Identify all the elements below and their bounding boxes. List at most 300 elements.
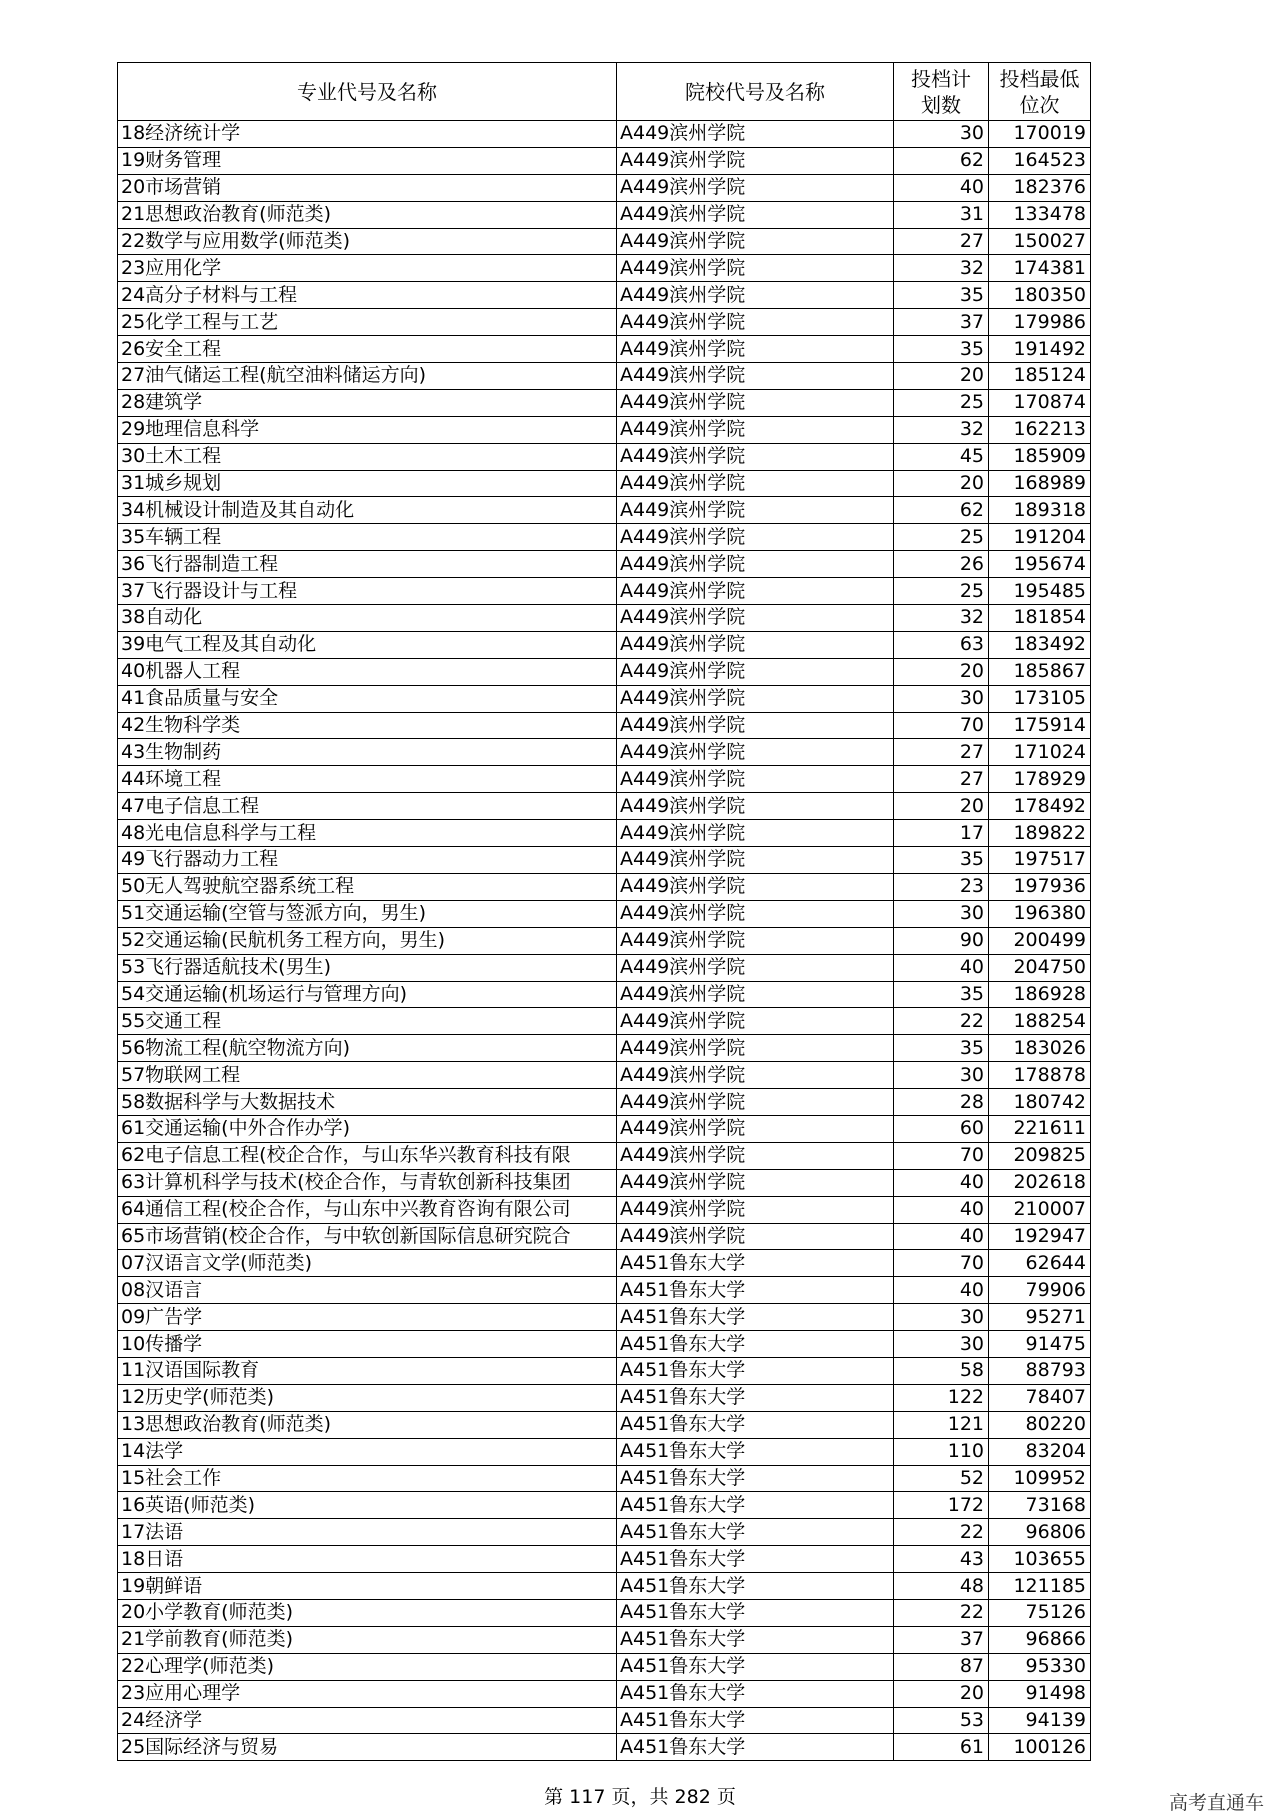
table-row [118, 336, 1091, 363]
cell-plan-count: 35 [894, 336, 989, 363]
cell-min-rank: 94139 [989, 1707, 1091, 1734]
table-row [118, 470, 1091, 497]
cell-min-rank: 78407 [989, 1384, 1091, 1411]
table-row [118, 309, 1091, 336]
table-header-row [118, 63, 1091, 121]
table-row [118, 497, 1091, 524]
cell-major: 35车辆工程 [118, 524, 617, 551]
cell-plan-count: 35 [894, 847, 989, 874]
cell-min-rank: 178929 [989, 766, 1091, 793]
cell-major: 54交通运输(机场运行与管理方向) [118, 981, 617, 1008]
cell-min-rank: 195485 [989, 578, 1091, 605]
cell-min-rank: 83204 [989, 1438, 1091, 1465]
cell-plan-count: 40 [894, 1196, 989, 1223]
cell-plan-count: 31 [894, 201, 989, 228]
cell-min-rank: 162213 [989, 416, 1091, 443]
cell-plan-count: 30 [894, 900, 989, 927]
table-row [118, 847, 1091, 874]
table-row [118, 147, 1091, 174]
cell-major: 12历史学(师范类) [118, 1384, 617, 1411]
cell-plan-count: 62 [894, 147, 989, 174]
cell-major: 13思想政治教育(师范类) [118, 1411, 617, 1438]
cell-major: 34机械设计制造及其自动化 [118, 497, 617, 524]
table-row [118, 712, 1091, 739]
cell-plan-count: 20 [894, 658, 989, 685]
cell-plan-count: 32 [894, 416, 989, 443]
admission-table [117, 62, 1091, 1761]
cell-plan-count: 53 [894, 1707, 989, 1734]
cell-school: A449滨州学院 [617, 1196, 894, 1223]
table-row [118, 1384, 1091, 1411]
cell-major: 43生物制药 [118, 739, 617, 766]
cell-school: A449滨州学院 [617, 309, 894, 336]
table-row [118, 1519, 1091, 1546]
cell-major: 37飞行器设计与工程 [118, 578, 617, 605]
cell-school: A449滨州学院 [617, 201, 894, 228]
cell-min-rank: 178878 [989, 1062, 1091, 1089]
table-row [118, 1573, 1091, 1600]
cell-plan-count: 40 [894, 1277, 989, 1304]
cell-school: A449滨州学院 [617, 255, 894, 282]
table-row [118, 551, 1091, 578]
table-row [118, 1142, 1091, 1169]
cell-school: A451鲁东大学 [617, 1734, 894, 1761]
table-row [118, 228, 1091, 255]
table-row [118, 416, 1091, 443]
cell-major: 55交通工程 [118, 1008, 617, 1035]
table-row [118, 1599, 1091, 1626]
cell-plan-count: 25 [894, 389, 989, 416]
table-row [118, 1411, 1091, 1438]
cell-plan-count: 60 [894, 1115, 989, 1142]
table-row [118, 1492, 1091, 1519]
cell-min-rank: 185124 [989, 363, 1091, 390]
cell-plan-count: 62 [894, 497, 989, 524]
cell-plan-count: 26 [894, 551, 989, 578]
cell-school: A449滨州学院 [617, 820, 894, 847]
cell-school: A451鲁东大学 [617, 1384, 894, 1411]
table-row [118, 1089, 1091, 1116]
cell-school: A451鲁东大学 [617, 1411, 894, 1438]
cell-major: 51交通运输(空管与签派方向，男生) [118, 900, 617, 927]
cell-min-rank: 91475 [989, 1331, 1091, 1358]
cell-major: 22心理学(师范类) [118, 1653, 617, 1680]
cell-major: 20小学教育(师范类) [118, 1599, 617, 1626]
cell-major: 15社会工作 [118, 1465, 617, 1492]
table-row [118, 1223, 1091, 1250]
cell-major: 29地理信息科学 [118, 416, 617, 443]
cell-plan-count: 23 [894, 873, 989, 900]
cell-min-rank: 196380 [989, 900, 1091, 927]
cell-school: A449滨州学院 [617, 900, 894, 927]
cell-school: A451鲁东大学 [617, 1519, 894, 1546]
cell-plan-count: 40 [894, 1169, 989, 1196]
table-row [118, 1331, 1091, 1358]
cell-major: 40机器人工程 [118, 658, 617, 685]
cell-major: 63计算机科学与技术(校企合作，与青软创新科技集团 [118, 1169, 617, 1196]
cell-plan-count: 30 [894, 1062, 989, 1089]
cell-plan-count: 25 [894, 578, 989, 605]
cell-school: A449滨州学院 [617, 1169, 894, 1196]
cell-school: A451鲁东大学 [617, 1599, 894, 1626]
header-rank-line1: 投档最低 [999, 66, 1080, 91]
header-rank-line2: 位次 [1019, 92, 1060, 117]
cell-min-rank: 96806 [989, 1519, 1091, 1546]
cell-min-rank: 109952 [989, 1465, 1091, 1492]
table-row [118, 282, 1091, 309]
cell-plan-count: 20 [894, 470, 989, 497]
cell-major: 24高分子材料与工程 [118, 282, 617, 309]
cell-school: A451鲁东大学 [617, 1250, 894, 1277]
cell-school: A451鲁东大学 [617, 1357, 894, 1384]
cell-min-rank: 197936 [989, 873, 1091, 900]
cell-school: A449滨州学院 [617, 847, 894, 874]
cell-plan-count: 30 [894, 1304, 989, 1331]
cell-major: 42生物科学类 [118, 712, 617, 739]
cell-major: 21学前教育(师范类) [118, 1626, 617, 1653]
cell-school: A451鲁东大学 [617, 1331, 894, 1358]
cell-major: 20市场营销 [118, 174, 617, 201]
header-plan-line2: 划数 [921, 92, 961, 117]
header-school: 院校代号及名称 [617, 63, 894, 121]
table-row [118, 363, 1091, 390]
cell-min-rank: 200499 [989, 927, 1091, 954]
cell-plan-count: 37 [894, 309, 989, 336]
table-row [118, 631, 1091, 658]
cell-school: A449滨州学院 [617, 470, 894, 497]
cell-min-rank: 150027 [989, 228, 1091, 255]
cell-plan-count: 30 [894, 1331, 989, 1358]
cell-major: 44环境工程 [118, 766, 617, 793]
cell-plan-count: 61 [894, 1734, 989, 1761]
cell-min-rank: 88793 [989, 1357, 1091, 1384]
cell-major: 18日语 [118, 1546, 617, 1573]
cell-major: 53飞行器适航技术(男生) [118, 954, 617, 981]
cell-plan-count: 122 [894, 1384, 989, 1411]
cell-plan-count: 28 [894, 1089, 989, 1116]
cell-min-rank: 221611 [989, 1115, 1091, 1142]
cell-min-rank: 204750 [989, 954, 1091, 981]
cell-min-rank: 100126 [989, 1734, 1091, 1761]
cell-school: A449滨州学院 [617, 524, 894, 551]
cell-major: 21思想政治教育(师范类) [118, 201, 617, 228]
cell-major: 38自动化 [118, 605, 617, 632]
table-row [118, 578, 1091, 605]
cell-min-rank: 183026 [989, 1035, 1091, 1062]
cell-plan-count: 35 [894, 282, 989, 309]
cell-plan-count: 58 [894, 1357, 989, 1384]
cell-min-rank: 189318 [989, 497, 1091, 524]
header-plan-count [894, 63, 989, 121]
header-min-rank [989, 63, 1091, 121]
cell-school: A451鲁东大学 [617, 1304, 894, 1331]
cell-min-rank: 179986 [989, 309, 1091, 336]
cell-school: A449滨州学院 [617, 416, 894, 443]
cell-plan-count: 20 [894, 363, 989, 390]
table-row [118, 174, 1091, 201]
cell-school: A449滨州学院 [617, 605, 894, 632]
cell-school: A451鲁东大学 [617, 1680, 894, 1707]
table-row [118, 873, 1091, 900]
cell-major: 49飞行器动力工程 [118, 847, 617, 874]
cell-min-rank: 195674 [989, 551, 1091, 578]
cell-major: 24经济学 [118, 1707, 617, 1734]
cell-school: A451鲁东大学 [617, 1653, 894, 1680]
cell-min-rank: 182376 [989, 174, 1091, 201]
table-row [118, 1277, 1091, 1304]
cell-school: A449滨州学院 [617, 497, 894, 524]
page-number: 第 117 页，共 282 页 [544, 1786, 736, 1808]
cell-school: A449滨州学院 [617, 1008, 894, 1035]
cell-min-rank: 103655 [989, 1546, 1091, 1573]
cell-plan-count: 27 [894, 739, 989, 766]
cell-school: A449滨州学院 [617, 658, 894, 685]
cell-major: 25国际经济与贸易 [118, 1734, 617, 1761]
cell-plan-count: 43 [894, 1546, 989, 1573]
cell-plan-count: 20 [894, 793, 989, 820]
table-row [118, 1707, 1091, 1734]
cell-major: 65市场营销(校企合作，与中软创新国际信息研究院合 [118, 1223, 617, 1250]
table-row [118, 1035, 1091, 1062]
cell-plan-count: 172 [894, 1492, 989, 1519]
cell-school: A449滨州学院 [617, 981, 894, 1008]
cell-major: 08汉语言 [118, 1277, 617, 1304]
cell-major: 56物流工程(航空物流方向) [118, 1035, 617, 1062]
cell-major: 23应用化学 [118, 255, 617, 282]
cell-major: 11汉语国际教育 [118, 1357, 617, 1384]
cell-school: A449滨州学院 [617, 793, 894, 820]
cell-plan-count: 20 [894, 1680, 989, 1707]
table-row [118, 255, 1091, 282]
cell-school: A449滨州学院 [617, 1142, 894, 1169]
cell-school: A449滨州学院 [617, 1035, 894, 1062]
cell-school: A449滨州学院 [617, 1115, 894, 1142]
cell-plan-count: 52 [894, 1465, 989, 1492]
cell-major: 23应用心理学 [118, 1680, 617, 1707]
table-row [118, 1357, 1091, 1384]
cell-school: A449滨州学院 [617, 739, 894, 766]
cell-min-rank: 180350 [989, 282, 1091, 309]
cell-min-rank: 188254 [989, 1008, 1091, 1035]
table-row [118, 820, 1091, 847]
table-row [118, 121, 1091, 148]
cell-min-rank: 185909 [989, 443, 1091, 470]
cell-major: 26安全工程 [118, 336, 617, 363]
cell-plan-count: 17 [894, 820, 989, 847]
cell-plan-count: 45 [894, 443, 989, 470]
table-row [118, 1653, 1091, 1680]
cell-min-rank: 95330 [989, 1653, 1091, 1680]
cell-major: 39电气工程及其自动化 [118, 631, 617, 658]
cell-school: A449滨州学院 [617, 389, 894, 416]
cell-major: 19财务管理 [118, 147, 617, 174]
cell-min-rank: 197517 [989, 847, 1091, 874]
cell-major: 22数学与应用数学(师范类) [118, 228, 617, 255]
cell-major: 09广告学 [118, 1304, 617, 1331]
table-row [118, 1115, 1091, 1142]
cell-plan-count: 87 [894, 1653, 989, 1680]
cell-school: A449滨州学院 [617, 685, 894, 712]
table-row [118, 1169, 1091, 1196]
cell-min-rank: 191492 [989, 336, 1091, 363]
cell-min-rank: 210007 [989, 1196, 1091, 1223]
cell-school: A451鲁东大学 [617, 1707, 894, 1734]
cell-school: A449滨州学院 [617, 1223, 894, 1250]
cell-school: A449滨州学院 [617, 873, 894, 900]
cell-school: A449滨州学院 [617, 174, 894, 201]
cell-school: A449滨州学院 [617, 631, 894, 658]
cell-min-rank: 209825 [989, 1142, 1091, 1169]
cell-plan-count: 90 [894, 927, 989, 954]
cell-min-rank: 189822 [989, 820, 1091, 847]
table-row [118, 443, 1091, 470]
watermark-text: 高考直通车 [1168, 1792, 1264, 1814]
cell-plan-count: 37 [894, 1626, 989, 1653]
cell-major: 52交通运输(民航机务工程方向，男生) [118, 927, 617, 954]
cell-min-rank: 79906 [989, 1277, 1091, 1304]
cell-major: 17法语 [118, 1519, 617, 1546]
cell-plan-count: 35 [894, 981, 989, 1008]
cell-major: 31城乡规划 [118, 470, 617, 497]
cell-school: A451鲁东大学 [617, 1277, 894, 1304]
cell-school: A449滨州学院 [617, 766, 894, 793]
cell-major: 36飞行器制造工程 [118, 551, 617, 578]
cell-min-rank: 185867 [989, 658, 1091, 685]
cell-plan-count: 110 [894, 1438, 989, 1465]
cell-school: A449滨州学院 [617, 712, 894, 739]
cell-plan-count: 27 [894, 228, 989, 255]
cell-major: 18经济统计学 [118, 121, 617, 148]
table-row [118, 1680, 1091, 1707]
table-row [118, 1008, 1091, 1035]
cell-major: 50无人驾驶航空器系统工程 [118, 873, 617, 900]
cell-school: A449滨州学院 [617, 578, 894, 605]
cell-plan-count: 48 [894, 1573, 989, 1600]
table-row [118, 658, 1091, 685]
cell-min-rank: 75126 [989, 1599, 1091, 1626]
cell-plan-count: 22 [894, 1519, 989, 1546]
cell-major: 62电子信息工程(校企合作，与山东华兴教育科技有限 [118, 1142, 617, 1169]
cell-plan-count: 70 [894, 712, 989, 739]
table-row [118, 1465, 1091, 1492]
table-row [118, 1626, 1091, 1653]
cell-major: 27油气储运工程(航空油料储运方向) [118, 363, 617, 390]
header-major: 专业代号及名称 [118, 63, 617, 121]
cell-school: A449滨州学院 [617, 1089, 894, 1116]
cell-min-rank: 191204 [989, 524, 1091, 551]
cell-min-rank: 121185 [989, 1573, 1091, 1600]
cell-major: 16英语(师范类) [118, 1492, 617, 1519]
cell-plan-count: 70 [894, 1250, 989, 1277]
table-row [118, 201, 1091, 228]
table-row [118, 927, 1091, 954]
cell-min-rank: 173105 [989, 685, 1091, 712]
cell-school: A451鲁东大学 [617, 1546, 894, 1573]
cell-plan-count: 40 [894, 1223, 989, 1250]
table-row [118, 524, 1091, 551]
cell-school: A451鲁东大学 [617, 1438, 894, 1465]
cell-min-rank: 96866 [989, 1626, 1091, 1653]
cell-min-rank: 174381 [989, 255, 1091, 282]
cell-min-rank: 183492 [989, 631, 1091, 658]
cell-major: 25化学工程与工艺 [118, 309, 617, 336]
cell-min-rank: 62644 [989, 1250, 1091, 1277]
table-row [118, 685, 1091, 712]
cell-plan-count: 70 [894, 1142, 989, 1169]
cell-min-rank: 168989 [989, 470, 1091, 497]
cell-school: A449滨州学院 [617, 147, 894, 174]
table-row [118, 954, 1091, 981]
cell-plan-count: 30 [894, 121, 989, 148]
cell-min-rank: 91498 [989, 1680, 1091, 1707]
cell-plan-count: 27 [894, 766, 989, 793]
cell-plan-count: 40 [894, 954, 989, 981]
table-row [118, 1546, 1091, 1573]
cell-school: A451鲁东大学 [617, 1492, 894, 1519]
cell-school: A449滨州学院 [617, 282, 894, 309]
cell-school: A451鲁东大学 [617, 1626, 894, 1653]
cell-major: 48光电信息科学与工程 [118, 820, 617, 847]
cell-major: 10传播学 [118, 1331, 617, 1358]
cell-plan-count: 32 [894, 605, 989, 632]
cell-school: A451鲁东大学 [617, 1573, 894, 1600]
cell-major: 64通信工程(校企合作，与山东中兴教育咨询有限公司 [118, 1196, 617, 1223]
cell-min-rank: 95271 [989, 1304, 1091, 1331]
cell-min-rank: 181854 [989, 605, 1091, 632]
table-row [118, 1304, 1091, 1331]
cell-major: 47电子信息工程 [118, 793, 617, 820]
cell-major: 57物联网工程 [118, 1062, 617, 1089]
cell-min-rank: 80220 [989, 1411, 1091, 1438]
cell-plan-count: 121 [894, 1411, 989, 1438]
cell-major: 07汉语言文学(师范类) [118, 1250, 617, 1277]
cell-school: A449滨州学院 [617, 443, 894, 470]
cell-min-rank: 180742 [989, 1089, 1091, 1116]
cell-plan-count: 25 [894, 524, 989, 551]
cell-min-rank: 202618 [989, 1169, 1091, 1196]
cell-min-rank: 178492 [989, 793, 1091, 820]
table-row [118, 1196, 1091, 1223]
cell-major: 58数据科学与大数据技术 [118, 1089, 617, 1116]
table-body [118, 121, 1091, 1761]
cell-plan-count: 35 [894, 1035, 989, 1062]
cell-major: 30土木工程 [118, 443, 617, 470]
cell-major: 41食品质量与安全 [118, 685, 617, 712]
table-row [118, 1062, 1091, 1089]
cell-min-rank: 175914 [989, 712, 1091, 739]
cell-min-rank: 170019 [989, 121, 1091, 148]
cell-min-rank: 164523 [989, 147, 1091, 174]
cell-min-rank: 171024 [989, 739, 1091, 766]
cell-plan-count: 22 [894, 1599, 989, 1626]
table-row [118, 1438, 1091, 1465]
cell-school: A449滨州学院 [617, 363, 894, 390]
header-plan-line1: 投档计 [911, 66, 971, 91]
cell-school: A449滨州学院 [617, 336, 894, 363]
cell-plan-count: 40 [894, 174, 989, 201]
cell-major: 14法学 [118, 1438, 617, 1465]
cell-min-rank: 192947 [989, 1223, 1091, 1250]
cell-school: A449滨州学院 [617, 228, 894, 255]
table-row [118, 766, 1091, 793]
table-row [118, 739, 1091, 766]
cell-min-rank: 170874 [989, 389, 1091, 416]
cell-school: A449滨州学院 [617, 927, 894, 954]
cell-school: A449滨州学院 [617, 954, 894, 981]
table-row [118, 1250, 1091, 1277]
cell-min-rank: 133478 [989, 201, 1091, 228]
cell-min-rank: 73168 [989, 1492, 1091, 1519]
